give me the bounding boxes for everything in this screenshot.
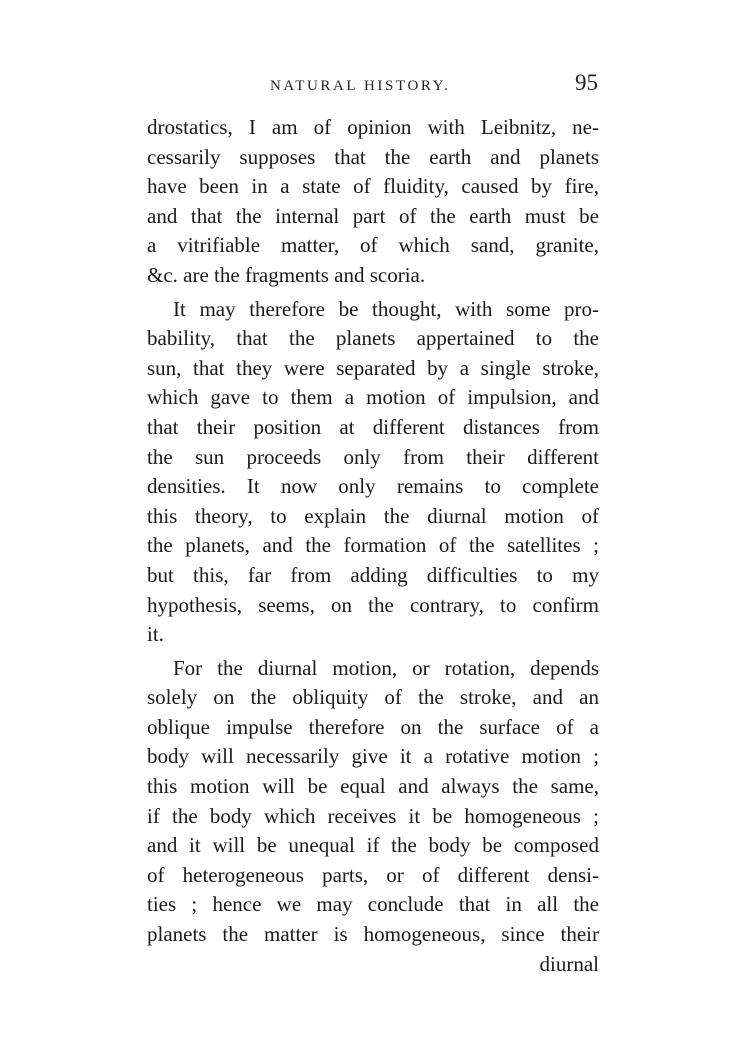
text-line: body will necessarily give it a rotative motion ; — [147, 744, 599, 769]
text-line: cessarily supposes that the earth and planets — [147, 144, 599, 169]
text-line: this motion will be equal and always the same, — [147, 774, 599, 799]
text-line: planets the matter is homogeneous, since their — [147, 922, 599, 947]
text-line: densities. It now only remains to complete — [147, 474, 599, 499]
text-line: that their position at different distances from — [147, 414, 599, 439]
text-line: hypothesis, seems, on the contrary, to confirm — [147, 592, 599, 617]
body-text — [147, 113, 599, 979]
catchword: diurnal — [539, 951, 599, 976]
running-head: NATURAL HISTORY. — [270, 78, 451, 94]
text-line: For the diurnal motion, or rotation, depends — [173, 655, 599, 680]
text-line: ties ; hence we may conclude that in all the — [147, 892, 599, 917]
text-line: and it will be unequal if the body be composed — [147, 833, 599, 858]
text-line: which gave to them a motion of impulsion, and — [147, 385, 599, 410]
text-line: this theory, to explain the diurnal motion of — [147, 503, 599, 528]
text-line: of heterogeneous parts, or of different densi- — [147, 862, 599, 887]
text-line: the sun proceeds only from their different — [147, 444, 599, 469]
text-line: a vitrifiable matter, of which sand, granite, — [147, 233, 599, 258]
text-line: the planets, and the formation of the satellites ; — [147, 533, 599, 558]
text-line: drostatics, I am of opinion with Leibnitz, ne- — [147, 115, 599, 139]
paragraph-3 — [147, 654, 599, 950]
text-line: oblique impulse therefore on the surface of a — [147, 714, 599, 739]
page-number: 95 — [575, 70, 598, 95]
text-line: if the body which receives it be homogeneous ; — [147, 803, 599, 828]
text-line: solely on the obliquity of the stroke, and an — [147, 685, 599, 710]
text-line: but this, far from adding difficulties to my — [147, 562, 599, 587]
text-line: it. — [147, 622, 164, 647]
text-line: &c. are the fragments and scoria. — [147, 262, 426, 287]
text-line: sun, that they were separated by a single stroke, — [147, 355, 599, 380]
text-line: It may therefore be thought, with some pro- — [173, 296, 599, 321]
text-line: and that the internal part of the earth must be — [147, 203, 599, 228]
paragraph-1 — [147, 113, 599, 291]
paragraph-2 — [147, 295, 599, 650]
text-line: bability, that the planets appertained to the — [147, 326, 599, 351]
text-line: have been in a state of fluidity, caused by fire, — [147, 174, 599, 199]
